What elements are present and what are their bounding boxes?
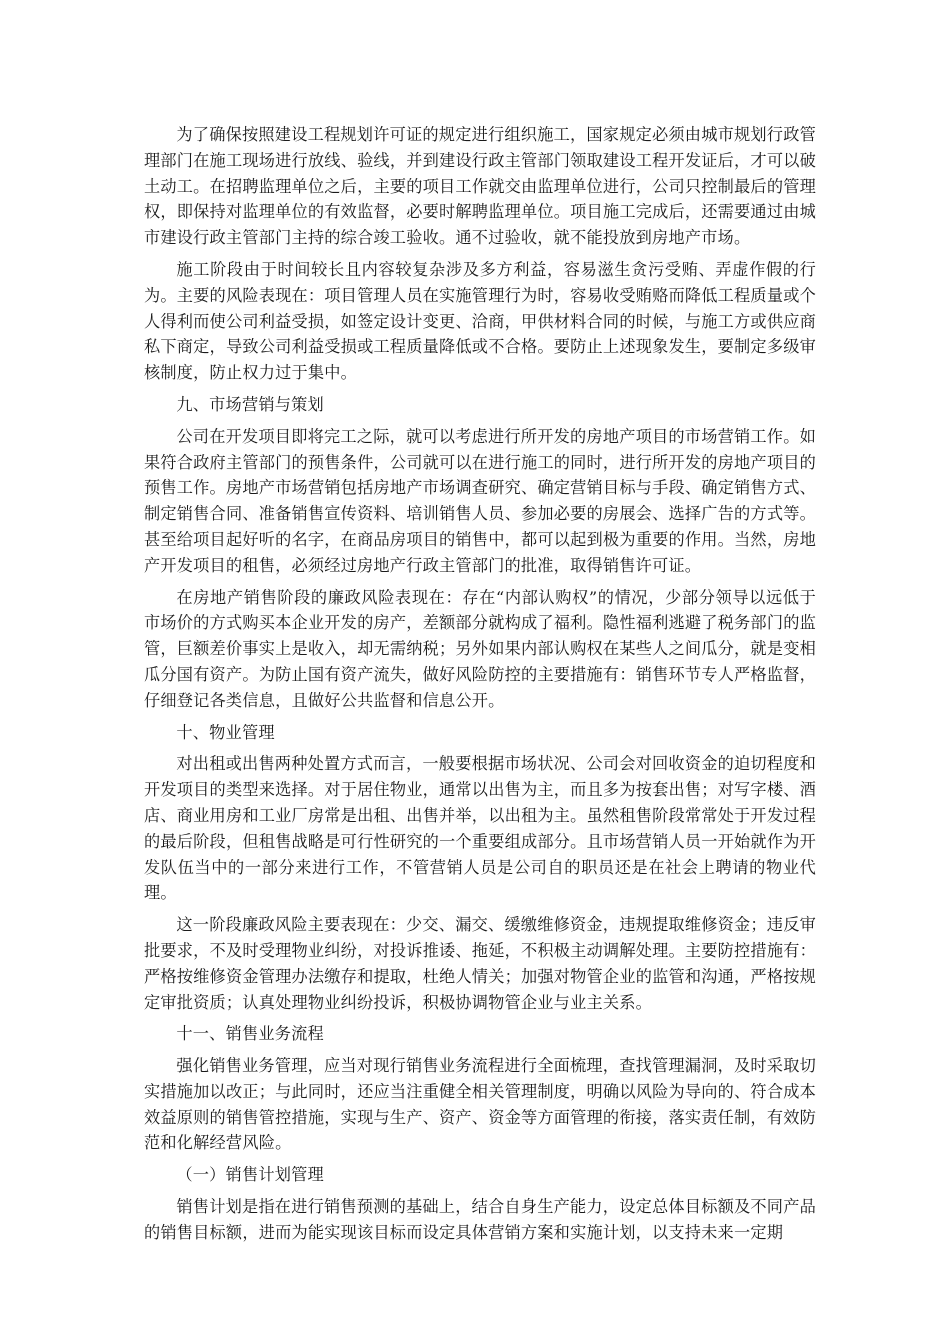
paragraph: 强化销售业务管理，应当对现行销售业务流程进行全面梳理，查找管理漏洞，及时采取切实措施加以改正；与此同时，还应当注重健全相关管理制度，明确以风险为导向的、符合成本效益原则的销售管控措施，实现与生产、资产、资金等方面管理的衔接，落实责任制，有效防范和化解经营风险。 [144,1056,816,1153]
paragraph: 对出租或出售两种处置方式而言，一般要根据市场状况、公司会对回收资金的迫切程度和开发项目的类型来选择。对于居住物业，通常以出售为主，而且多为按套出售；对写字楼、酒店、商业用房和工业厂房常是出租、出售并举，以出租为主。虽然租售阶段常常处于开发过程的最后阶段，但租售战略是可行性研究的一个重要组成部分。且市场营销人员一开始就作为开发队伍当中的一部分来进行工作，不管营销人员是公司自的职员还是在社会上聘请的物业代理。 [144,754,816,903]
section-heading: 十、物业管理 [176,722,275,742]
paragraph: 公司在开发项目即将完工之际，就可以考虑进行所开发的房地产项目的市场营销工作。如果符合政府主管部门的预售条件，公司就可以在进行施工的同时，进行所开发的房地产项目的预售工作。房地产市场营销包括房地产市场调查研究、确定营销目标与手段、确定销售方式、制定销售合同、准备销售宣传资料、培训销售人员、参加必要的房展会、选择广告的方式等。甚至给项目起好听的名字，在商品房项目的销售中，都可以起到极为重要的作用。当然，房地产开发项目的租售，必须经过房地产行政主管部门的批准，取得销售许可证。 [144,426,816,575]
paragraph: 在房地产销售阶段的廉政风险表现在：存在“内部认购权”的情况，少部分领导以远低于市场价的方式购买本企业开发的房产，差额部分就构成了福利。隐性福利逃避了税务部门的监管，巨额差价事实上是收入，却无需纳税；另外如果内部认购权在某些人之间瓜分，就是变相瓜分国有资产。为防止国有资产流失，做好风险防控的主要措施有：销售环节专人严格监督，仔细登记各类信息，且做好公共监督和信息公开。 [144,587,816,710]
paragraph: 这一阶段廉政风险主要表现在：少交、漏交、缓缴维修资金，违规提取维修资金；违反审批要求，不及时受理物业纠纷，对投诉推诿、拖延，不积极主动调解处理。主要防控措施有：严格按维修资金管理办法缴存和提取，杜绝人情关；加强对物管企业的监管和沟通，严格按规定审批资质；认真处理物业纠纷投诉，积极协调物管企业与业主关系。 [144,915,816,1012]
subsection-heading: （一）销售计划管理 [176,1165,324,1185]
paragraph: 销售计划是指在进行销售预测的基础上，结合自身生产能力，设定总体目标额及不同产品的销售目标额，进而为能实现该目标而设定具体营销方案和实施计划，以支持未来一定期 [144,1197,816,1242]
section-heading: 九、市场营销与策划 [176,394,324,414]
section-heading: 十一、销售业务流程 [176,1024,324,1044]
paragraph: 为了确保按照建设工程规划许可证的规定进行组织施工，国家规定必须由城市规划行政管理部门在施工现场进行放线、验线，并到建设行政主管部门领取建设工程开发证后，才可以破土动工。在招聘监理单位之后，主要的项目工作就交由监理单位进行，公司只控制最后的管理权，即保持对监理单位的有效监督，必要时解聘监理单位。项目施工完成后，还需要通过由城市建设行政主管部门主持的综合竣工验收。通不过验收，就不能投放到房地产市场。 [144,125,816,248]
paragraph: 施工阶段由于时间较长且内容较复杂涉及多方利益，容易滋生贪污受贿、弄虚作假的行为。主要的风险表现在：项目管理人员在实施管理行为时，容易收受贿赂而降低工程质量或个人得利而使公司利益受损，如签定设计变更、洽商，甲供材料合同的时候，与施工方或供应商私下商定，导致公司利益受损或工程质量降低或不合格。要防止上述现象发生，要制定多级审核制度，防止权力过于集中。 [144,259,816,383]
document-page [144,122,816,1252]
